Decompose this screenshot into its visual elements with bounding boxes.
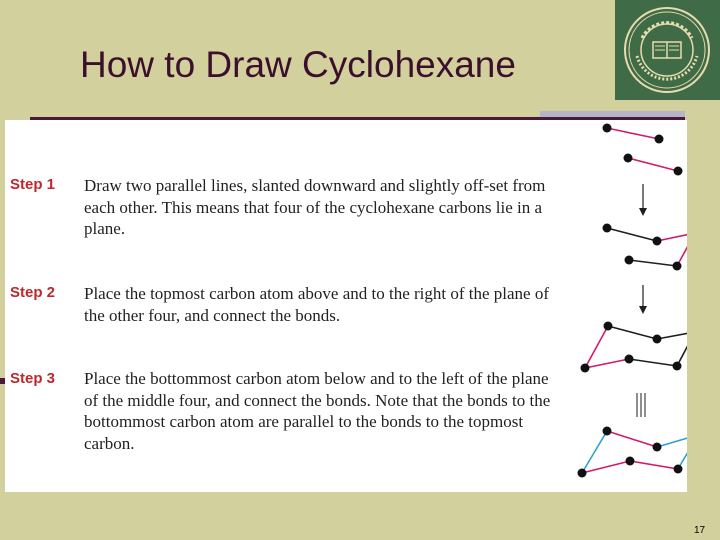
step-1-label: Step 1	[10, 176, 56, 193]
equivalence-lines	[637, 393, 645, 417]
cyclohexane-drawing-steps	[565, 120, 687, 492]
stage-1-parallel-lines	[603, 124, 683, 176]
university-logo	[615, 0, 720, 100]
page-number: 17	[694, 525, 706, 536]
content-panel	[5, 120, 687, 492]
stage-2-topmost-carbon	[603, 224, 688, 271]
final-chair-parallel-bonds	[578, 427, 688, 478]
seal-icon	[615, 0, 720, 100]
stage-3-bottommost-carbon	[581, 322, 688, 373]
step-2-label: Step 2	[10, 284, 56, 301]
step-1-text: Draw two parallel lines, slanted downward and slightly off-set from each other. This means that four of the cyclohexane carbons lie in a plane.	[84, 176, 546, 238]
page-title: How to Draw Cyclohexane	[80, 44, 516, 85]
arrow-1	[639, 184, 647, 216]
arrow-2	[639, 285, 647, 314]
step-3-text: Place the bottommost carbon atom below and to the left of the plane of the middle four, and connect the bonds. Note that the bonds to the bottommost carbon atom are parallel to the bonds to the topmost carbon.	[84, 369, 551, 453]
step-3-label: Step 3	[10, 370, 56, 387]
step-2-text: Place the topmost carbon atom above and to the right of the plane of the other four, and connect the bonds.	[84, 284, 550, 325]
